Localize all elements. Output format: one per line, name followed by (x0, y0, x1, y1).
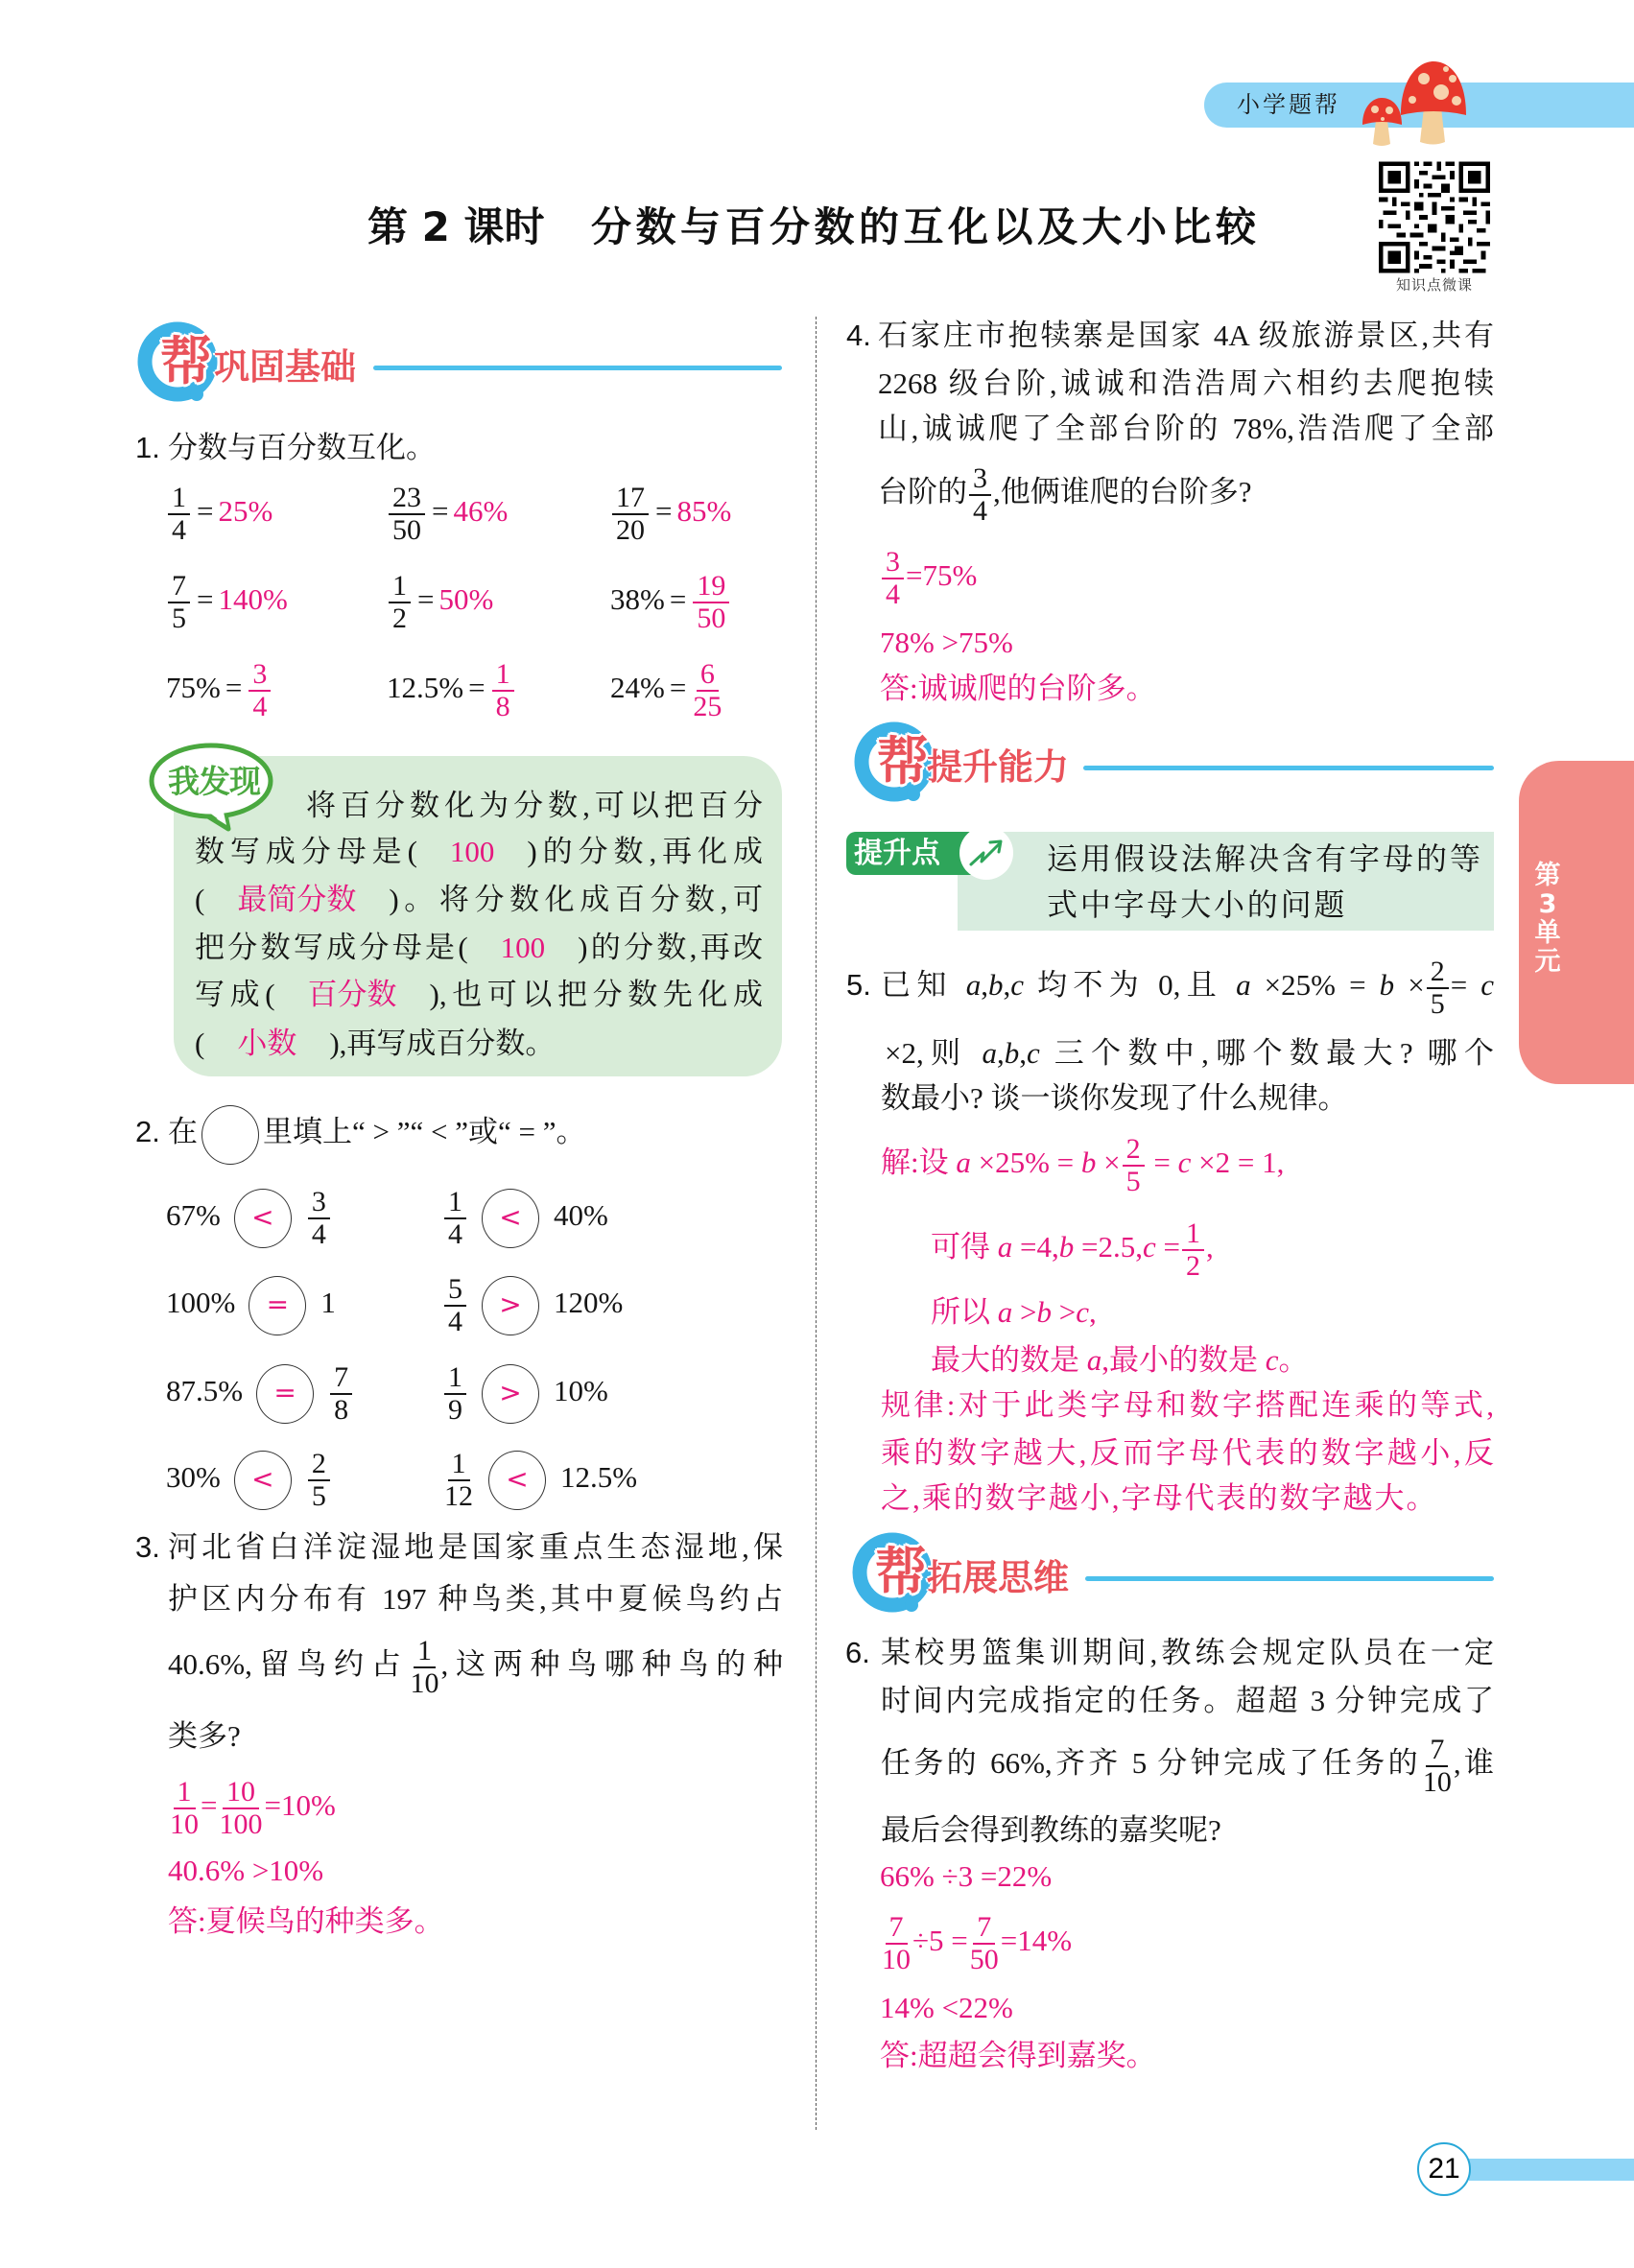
fraction (410, 1634, 439, 1699)
percent-value: 67% (166, 1198, 221, 1232)
numerator: 3 (308, 1188, 330, 1219)
tip-text-line: 运用假设法解决含有字母的等 (1047, 841, 1480, 876)
answer-conclusion: 答:诚诚爬的台阶多。 (880, 672, 1156, 705)
text-segment: )的分数,再化成 (527, 835, 763, 868)
equals-sign: = (201, 1788, 218, 1822)
question-number: 2. (135, 1115, 160, 1148)
qr-caption: 知识点微课 (1395, 278, 1473, 294)
question-prompt (168, 1092, 586, 1172)
solution-line (881, 1122, 1284, 1203)
variable: a (997, 1295, 1013, 1329)
section-title: 拓展思维 (927, 1557, 1069, 1598)
fraction (444, 1360, 466, 1426)
text-segment: ×25% = (1250, 968, 1380, 1002)
denominator: 50 (392, 513, 421, 546)
discovery-label: 我发现 (168, 763, 260, 800)
numerator: 6 (697, 660, 719, 692)
compare-item (442, 1437, 637, 1518)
numerator: 1 (174, 1778, 196, 1809)
numerator: 1 (444, 1188, 466, 1219)
section-header-basic (137, 321, 790, 408)
denominator: 4 (448, 1217, 462, 1250)
fraction (168, 481, 190, 546)
conversion-item (387, 471, 508, 552)
fraction (882, 545, 904, 610)
fraction (308, 1447, 330, 1512)
page-number: 21 (1417, 2142, 1471, 2196)
equals-sign: = (468, 671, 485, 704)
fraction (1427, 957, 1449, 1019)
numerator: 7 (886, 1913, 908, 1945)
text-segment: =4, (1012, 1230, 1059, 1264)
answer-value: 50% (438, 582, 494, 616)
variable: a (982, 1036, 997, 1070)
numerator: 3 (249, 660, 271, 692)
answer-value: 140% (218, 582, 288, 616)
denominator: 5 (172, 602, 186, 634)
denominator: 2 (1185, 1249, 1200, 1282)
numerator: 19 (693, 572, 729, 603)
text-segment: ,这两种鸟哪种鸟的种 (440, 1647, 783, 1681)
text-segment: )。将分数化成百分数,可 (389, 883, 763, 916)
compare-circle: < (234, 1189, 292, 1248)
section-badge: 帮 (877, 731, 929, 791)
percent-value: 12.5% (560, 1460, 638, 1494)
text-segment: ( (195, 1027, 205, 1060)
variable: c (1142, 1230, 1156, 1264)
percent-value: 10% (554, 1374, 608, 1407)
numerator: 1 (168, 484, 190, 515)
answer-step: 40.6% >10% (168, 1854, 324, 1887)
filled-blank: 100 (500, 931, 546, 964)
variable: a (956, 1146, 971, 1179)
answer-value: 25% (218, 494, 273, 528)
variable: a (1236, 968, 1251, 1002)
text-segment: ×2 = 1, (1191, 1146, 1285, 1179)
compare-item (166, 1437, 332, 1518)
text-segment: ×2,则 (885, 1036, 983, 1070)
conversion-item (166, 471, 272, 552)
compare-item (442, 1263, 623, 1343)
compare-circle: < (482, 1189, 539, 1248)
equals-sign: = (417, 582, 435, 616)
denominator: 4 (973, 494, 987, 527)
compare-circle: < (234, 1451, 292, 1510)
text-segment: 写成( (195, 978, 275, 1011)
numerator: 7 (330, 1363, 352, 1395)
text-segment: = (1450, 968, 1481, 1002)
equals-sign: = (655, 494, 673, 528)
conversion-item (387, 559, 493, 640)
denominator: 4 (311, 1217, 326, 1250)
variable: b (1379, 968, 1395, 1002)
result-value: =10% (264, 1788, 336, 1822)
text-segment: , (1205, 1230, 1214, 1264)
filled-blank: 最简分数 (237, 883, 357, 916)
answer-step: 66% ÷3 =22% (880, 1859, 1053, 1893)
compare-item (442, 1351, 608, 1431)
denominator: 20 (616, 513, 645, 546)
text-segment: ,谁 (1453, 1746, 1495, 1780)
percent-value: 100% (166, 1286, 236, 1319)
denominator: 5 (311, 1479, 326, 1512)
question-text-line: 山,诚诚爬了全部台阶的 78%,浩浩爬了全部 (878, 412, 1494, 445)
percent-value: 24% (610, 671, 665, 704)
text-segment: , (981, 968, 988, 1002)
percent-value: 87.5% (166, 1374, 244, 1407)
section-badge: 帮 (160, 331, 212, 391)
percent-value: 120% (554, 1286, 624, 1319)
numerator: 3 (882, 548, 904, 579)
section-header-ability (854, 721, 1506, 808)
text-segment: , (1088, 1295, 1097, 1329)
numerator: 2 (1123, 1135, 1145, 1167)
compare-circle: = (256, 1364, 314, 1424)
numerator: 1 (444, 1363, 466, 1395)
variable: a (1086, 1343, 1102, 1377)
section-badge: 帮 (875, 1542, 927, 1602)
percent-value: 30% (166, 1460, 221, 1494)
text-segment: 三个数中,哪个数最大? 哪个 (1039, 1036, 1494, 1070)
empty-circle-icon (201, 1105, 259, 1165)
numerator: 1 (448, 1450, 470, 1481)
tip-label: 提升点 (846, 832, 975, 875)
numerator: 1 (1182, 1219, 1204, 1251)
tip-badge (959, 826, 1013, 880)
equals-sign: = (669, 671, 687, 704)
column-divider (816, 317, 817, 2130)
section-title: 提升能力 (927, 746, 1069, 788)
tip-text-line: 式中字母大小的问题 (1047, 887, 1348, 922)
numerator: 23 (389, 484, 425, 515)
fraction (389, 569, 411, 634)
percent-value: 12.5% (387, 671, 464, 704)
denominator: 50 (969, 1943, 999, 1975)
question-prompt: 分数与百分数互化。 (168, 431, 436, 464)
denominator: 4 (252, 690, 268, 722)
fraction (1422, 1733, 1452, 1798)
qr-code (1379, 161, 1490, 273)
variable: a (997, 1230, 1013, 1264)
result-value: =75% (906, 558, 978, 592)
page-number-bar (1469, 2159, 1634, 2181)
fraction (612, 481, 649, 546)
denominator: 25 (693, 690, 722, 722)
text-segment: =2.5, (1074, 1230, 1143, 1264)
variable: c (1076, 1295, 1089, 1329)
variable: c (1177, 1146, 1192, 1179)
discovery-line (195, 1004, 555, 1084)
unit-tab-char: 3 (1538, 889, 1557, 919)
compare-circle: > (482, 1276, 539, 1335)
unit-tab-char: 第 (1534, 861, 1561, 890)
text-segment: 任务的 66%,齐齐 5 分钟完成了任务的 (881, 1746, 1421, 1780)
text-segment: 台阶的 (878, 475, 967, 508)
question-text-line: 数最小? 谈一谈你发现了什么规律。 (881, 1081, 1348, 1115)
fraction (444, 1272, 466, 1337)
fraction (330, 1360, 352, 1426)
variable: c (1265, 1343, 1279, 1377)
answer-fraction (492, 657, 514, 722)
question-text-line: 石家庄市抱犊寨是国家 4A 级旅游景区,共有 (878, 319, 1494, 352)
unit-tab-char: 元 (1534, 947, 1561, 977)
conversion-item (610, 648, 723, 728)
compare-item (442, 1175, 608, 1256)
question-number: 5. (846, 968, 871, 1002)
question-text-line: 护区内分布有 197 种鸟类,其中夏候鸟约占 (168, 1582, 783, 1616)
variable: c (1010, 968, 1024, 1002)
denominator: 10 (882, 1943, 911, 1975)
rule-line: 规律:对于此类字母和数字搭配连乘的等式, (881, 1388, 1494, 1422)
percent-value: 40% (554, 1198, 608, 1232)
variable: b (1004, 1036, 1020, 1070)
equals-sign: = (225, 671, 243, 704)
text-segment: = (1146, 1146, 1178, 1179)
denominator: 12 (444, 1479, 473, 1512)
section-rule (1083, 766, 1494, 770)
number-value: 1 (320, 1286, 336, 1319)
conversion-item (166, 559, 288, 640)
equals-sign: = (197, 582, 214, 616)
compare-circle: = (249, 1276, 306, 1335)
denominator: 8 (495, 690, 510, 722)
fraction (444, 1447, 473, 1512)
qr-code-icon (1379, 161, 1490, 273)
denominator: 8 (334, 1393, 349, 1426)
denominator: 10 (1422, 1765, 1452, 1798)
text-segment: ×25% = (970, 1146, 1081, 1179)
text-segment: ),再写成百分数。 (329, 1027, 556, 1060)
question-text-line: 某校男篮集训期间,教练会规定队员在一定 (881, 1636, 1494, 1669)
conversion-item (166, 648, 272, 728)
unit-tab-char: 单 (1534, 918, 1561, 948)
question-number: 4. (846, 319, 871, 352)
section-title: 巩固基础 (214, 346, 356, 388)
denominator: 4 (448, 1305, 462, 1337)
numerator: 10 (223, 1778, 259, 1809)
variable: c (1026, 1036, 1040, 1070)
numerator: 17 (612, 484, 649, 515)
text-segment: , (1003, 968, 1011, 1002)
text-segment: 。 (1278, 1343, 1309, 1377)
fraction (389, 481, 425, 546)
text-segment: )的分数,再改 (578, 931, 763, 964)
equals-sign: = (432, 494, 449, 528)
fraction (168, 569, 190, 634)
variable: b (987, 968, 1004, 1002)
rule-line: 之,乘的数字越小,字母代表的数字越大。 (881, 1481, 1438, 1515)
page-title: 分数与百分数的互化以及大小比较 (591, 203, 1261, 250)
filled-blank: 100 (449, 835, 495, 868)
text-segment: 解:设 (881, 1146, 957, 1179)
fraction (882, 1910, 911, 1975)
denominator: 5 (1125, 1165, 1141, 1197)
fraction (308, 1185, 330, 1250)
question-text-line (878, 452, 1252, 532)
fraction (1182, 1219, 1204, 1281)
text-segment: 在 (168, 1115, 198, 1148)
fraction (1123, 1132, 1145, 1197)
numerator: 2 (308, 1450, 330, 1481)
section-rule (373, 366, 782, 370)
text-segment: > (1051, 1295, 1077, 1329)
question-number: 3. (135, 1530, 160, 1564)
text-segment: × (1394, 968, 1425, 1002)
answer-step: 14% <22% (880, 1991, 1013, 2024)
text-segment: ,最小的数是 (1101, 1343, 1266, 1377)
denominator: 10 (170, 1807, 199, 1840)
filled-blank: 百分数 (307, 978, 397, 1011)
answer-fraction (693, 657, 722, 722)
denominator: 4 (886, 578, 900, 610)
question-text-line: 最后会得到教练的嘉奖呢? (881, 1813, 1221, 1847)
text-segment: 把分数写成分母是( (195, 931, 468, 964)
numerator: 1 (414, 1637, 436, 1668)
numerator: 2 (1427, 957, 1449, 989)
text-segment: 最大的数是 (931, 1343, 1087, 1377)
compare-item (166, 1351, 354, 1431)
text-segment: × (1096, 1146, 1121, 1179)
denominator: 10 (410, 1666, 439, 1699)
variable: c (1480, 968, 1495, 1002)
denominator: 5 (1430, 987, 1445, 1020)
fraction (444, 1185, 466, 1250)
variable: b (1058, 1230, 1075, 1264)
denominator: 2 (392, 602, 407, 634)
answer-fraction (693, 569, 729, 634)
text-segment: 40.6%,留鸟约占 (168, 1647, 409, 1681)
text-segment: 里填上“ > ”“ < ”或“ = ”。 (263, 1115, 586, 1148)
text-segment: 可得 (931, 1230, 998, 1264)
question-text-line: 河北省白洋淀湿地是国家重点生态湿地,保 (168, 1530, 783, 1564)
numerator: 7 (1426, 1736, 1448, 1767)
arrow-up-right-icon (967, 836, 1006, 870)
numerator: 3 (969, 464, 991, 496)
conversion-item (610, 471, 731, 552)
section-header-expand (852, 1532, 1504, 1618)
numerator: 5 (444, 1275, 466, 1307)
discovery-line: 将百分数化为分数,可以把百分 (306, 789, 763, 822)
fraction (969, 461, 991, 527)
answer-value: 85% (676, 494, 732, 528)
brand-label: 小学题帮 (1237, 91, 1340, 118)
text-segment: 已知 (881, 968, 966, 1002)
section-rule (1085, 1576, 1494, 1581)
variable: a (965, 968, 982, 1002)
conversion-item (387, 648, 516, 728)
equals-sign: = (669, 582, 687, 616)
text-segment: 数写成分母是( (195, 835, 417, 868)
question-text-line: 2268 级台阶,诚诚和浩浩周六相约去爬抱犊 (878, 366, 1494, 400)
compare-item (166, 1263, 336, 1343)
text-segment: ),也可以把分数先化成 (429, 978, 763, 1011)
answer-fraction (249, 657, 271, 722)
numerator: 7 (168, 572, 190, 603)
answer-conclusion: 答:夏候鸟的种类多。 (168, 1904, 444, 1938)
variable: b (1036, 1295, 1052, 1329)
filled-blank: 小数 (237, 1027, 297, 1060)
mushroom-icon (1353, 58, 1473, 149)
compare-circle: < (488, 1451, 546, 1510)
question-text-line: 时间内完成指定的任务。超超 3 分钟完成了 (881, 1684, 1494, 1717)
question-text-line (168, 1624, 783, 1705)
denominator: 9 (448, 1393, 462, 1426)
text-segment: , (996, 1036, 1005, 1070)
percent-value: 38% (610, 582, 665, 616)
text-segment: 均不为 0,且 (1024, 968, 1237, 1002)
compare-circle: > (482, 1364, 539, 1424)
compare-item (166, 1175, 332, 1256)
text-segment: ( (195, 883, 205, 916)
fraction (969, 1910, 999, 1975)
conversion-item (610, 559, 731, 640)
denominator: 100 (219, 1807, 263, 1840)
text-segment: 所以 (931, 1295, 998, 1329)
text-segment: > (1012, 1295, 1037, 1329)
question-number: 6. (845, 1636, 870, 1669)
text-segment: = (1155, 1230, 1180, 1264)
answer-conclusion: 答:超超会得到嘉奖。 (880, 2039, 1156, 2072)
answer-step: 78% >75% (880, 626, 1013, 659)
rule-line: 乘的数字越大,反而字母代表的数字越小,反 (881, 1436, 1494, 1470)
text-segment: ,他俩谁爬的台阶多? (993, 475, 1252, 508)
question-text-line: 类多? (168, 1719, 241, 1753)
lesson-number: 第 2 课时 (367, 203, 545, 250)
percent-value: 75% (166, 671, 221, 704)
text-segment: ÷5 = (912, 1924, 968, 1957)
numerator: 1 (389, 572, 411, 603)
unit-tab-label (1530, 862, 1565, 977)
denominator: 50 (697, 602, 726, 634)
denominator: 4 (172, 513, 186, 546)
numerator: 1 (492, 660, 514, 692)
variable: b (1080, 1146, 1097, 1179)
numerator: 7 (973, 1913, 995, 1945)
text-segment: , (1019, 1036, 1027, 1070)
answer-value: 46% (453, 494, 509, 528)
question-number: 1. (135, 431, 160, 464)
result-value: =14% (1000, 1924, 1073, 1957)
equals-sign: = (197, 494, 214, 528)
